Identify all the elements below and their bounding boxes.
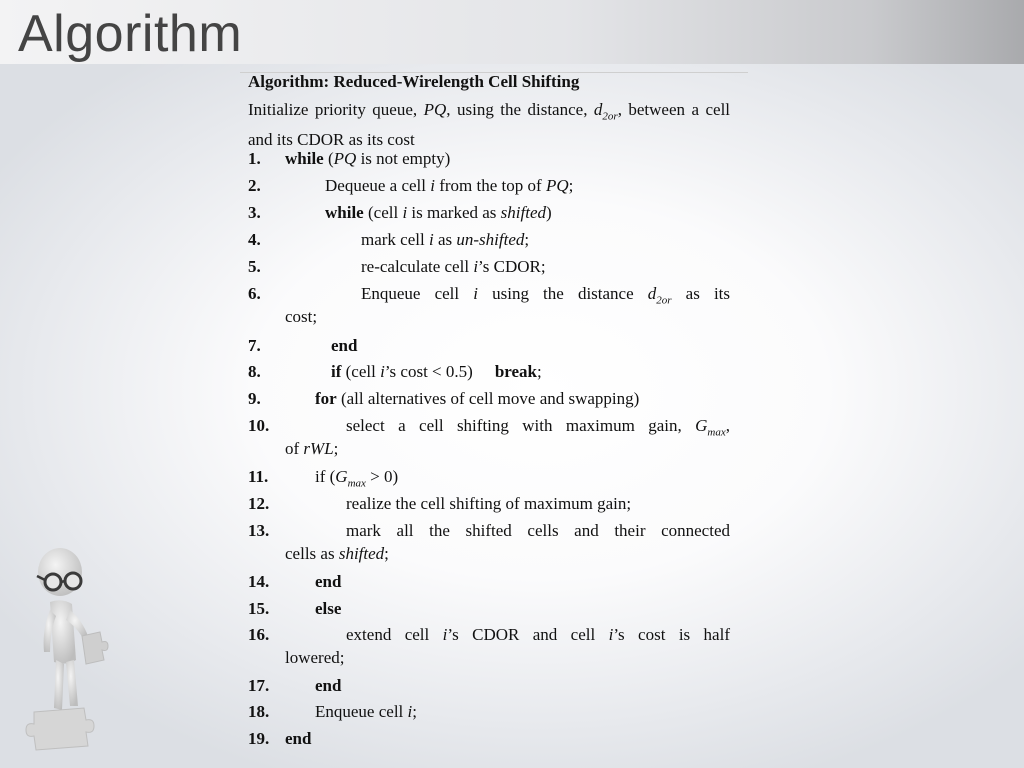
title-bar: [0, 0, 1024, 64]
line-text: is not empty): [356, 149, 451, 168]
line-number: 16.: [248, 625, 270, 644]
line-text: (cell: [363, 203, 403, 222]
line-text: ;: [537, 362, 542, 381]
line-number: 2.: [248, 176, 261, 195]
line-text: ’s CDOR and cell: [447, 625, 609, 644]
line-text: (cell: [341, 362, 381, 381]
line-number: 4.: [248, 230, 261, 249]
line-number: 3.: [248, 203, 261, 222]
italic-text: d: [647, 284, 657, 303]
line-text: Enqueue cell: [315, 702, 408, 721]
line-number: 1.: [248, 149, 261, 168]
line-number: 6.: [248, 284, 261, 303]
line-text: ;: [333, 439, 339, 458]
italic-text: G: [695, 416, 708, 435]
italic-text: i: [402, 203, 408, 222]
keyword: end: [285, 729, 312, 748]
line-text: from the top of: [434, 176, 546, 195]
line-body: [346, 414, 730, 444]
line-number: 12.: [248, 494, 270, 513]
init-text-c: , between a cell and its CDOR as its cost: [248, 100, 731, 150]
italic-text: i: [428, 230, 434, 249]
line-body: [346, 623, 730, 646]
line-body: [346, 519, 730, 542]
keyword: end: [315, 572, 342, 591]
line-text: as: [433, 230, 457, 249]
line-continuation: cost;: [285, 307, 318, 326]
italic-text: PQ: [545, 176, 569, 195]
algorithm-init: [248, 98, 730, 151]
algo-line: [248, 414, 730, 460]
algorithm-title: Algorithm: Reduced-Wirelength Cell Shifting: [248, 72, 580, 91]
line-text: ’s cost is half: [613, 625, 730, 644]
line-body: [325, 174, 730, 197]
line-number: 11.: [248, 467, 269, 486]
line-body: [285, 727, 730, 750]
line-body: [361, 282, 730, 312]
italic-text: PQ: [333, 149, 357, 168]
line-text: as its: [671, 284, 731, 303]
subscript-text: 2or: [656, 294, 672, 307]
line-body: [315, 387, 730, 410]
line-text: ,: [725, 416, 730, 435]
line-number: 17.: [248, 676, 270, 695]
italic-text: un-shifted: [456, 230, 525, 249]
italic-text: rWL: [303, 439, 334, 458]
italic-text: shifted: [338, 544, 385, 563]
line-text: ;: [568, 176, 574, 195]
line-text: ’s cost < 0.5): [384, 362, 473, 381]
line-number: 7.: [248, 336, 261, 355]
line-number: 5.: [248, 257, 261, 276]
line-continuation: [285, 437, 338, 460]
line-text: Enqueue cell: [361, 284, 474, 303]
init-text-a: Initialize priority queue,: [248, 100, 424, 119]
line-number: 10.: [248, 416, 270, 435]
keyword: else: [315, 599, 342, 618]
line-body: [361, 255, 730, 278]
line-text: ’s CDOR;: [478, 257, 546, 276]
line-body: [331, 360, 730, 383]
italic-text: G: [335, 467, 348, 486]
algorithm-box: [240, 72, 748, 756]
line-text: extend cell: [346, 625, 443, 644]
keyword: end: [315, 676, 342, 695]
keyword: break: [494, 362, 538, 381]
italic-text: i: [430, 176, 435, 195]
line-text: Dequeue a cell: [325, 176, 431, 195]
italic-text: i: [473, 257, 479, 276]
algo-line: [248, 519, 730, 565]
line-body: [331, 334, 730, 357]
init-distance: d: [593, 100, 603, 119]
line-body: [315, 674, 730, 697]
line-text: ): [546, 203, 552, 222]
puzzle-person-icon: [20, 540, 120, 760]
line-text: is marked as: [407, 203, 501, 222]
italic-text: shifted: [500, 203, 546, 222]
italic-text: i: [608, 625, 614, 644]
line-text: using the distance: [477, 284, 648, 303]
line-text: (: [323, 149, 334, 168]
line-number: 9.: [248, 389, 261, 408]
line-body: [325, 201, 730, 224]
line-number: 19.: [248, 729, 270, 748]
line-body: [315, 570, 730, 593]
line-text: re-calculate cell: [361, 257, 474, 276]
line-text: if (: [315, 467, 336, 486]
keyword: for: [315, 389, 337, 408]
line-body: [361, 228, 730, 251]
subscript-text: max: [707, 426, 726, 439]
line-number: 8.: [248, 362, 261, 381]
line-body: [315, 700, 730, 723]
line-body: [315, 465, 730, 495]
line-text: of: [285, 439, 304, 458]
line-text: ;: [412, 702, 417, 721]
line-text: ;: [384, 544, 389, 563]
line-continuation: [285, 542, 389, 565]
line-number: 14.: [248, 572, 270, 591]
init-text-b: , using the distance,: [446, 100, 594, 119]
keyword: while: [285, 149, 324, 168]
keyword: if: [331, 362, 342, 381]
line-text: ;: [524, 230, 530, 249]
line-body: [315, 597, 730, 620]
algo-line: [248, 623, 730, 669]
italic-text: i: [407, 702, 413, 721]
italic-text: i: [380, 362, 385, 381]
keyword: while: [325, 203, 364, 222]
keyword: end: [331, 336, 358, 355]
line-text: select a cell shifting with maximum gain,: [346, 416, 696, 435]
line-continuation: lowered;: [285, 648, 345, 667]
init-pq: PQ: [423, 100, 447, 119]
line-text: (all alternatives of cell move and swapping): [336, 389, 640, 408]
line-text: cells as: [285, 544, 339, 563]
line-text: > 0): [365, 467, 399, 486]
line-text: mark all the shifted cells and their connected: [346, 521, 730, 540]
line-body: [285, 147, 730, 170]
line-text: realize the cell shifting of maximum gain;: [346, 494, 632, 513]
slide-title: Algorithm: [18, 5, 243, 63]
line-number: 13.: [248, 521, 270, 540]
line-number: 18.: [248, 702, 270, 721]
init-distance-sub: 2or: [602, 110, 618, 123]
line-number: 15.: [248, 599, 270, 618]
subscript-text: max: [347, 477, 366, 490]
line-body: [346, 492, 730, 515]
italic-text: i: [442, 625, 448, 644]
line-text: mark cell: [361, 230, 429, 249]
algo-line: [248, 282, 730, 328]
italic-text: i: [473, 284, 478, 303]
